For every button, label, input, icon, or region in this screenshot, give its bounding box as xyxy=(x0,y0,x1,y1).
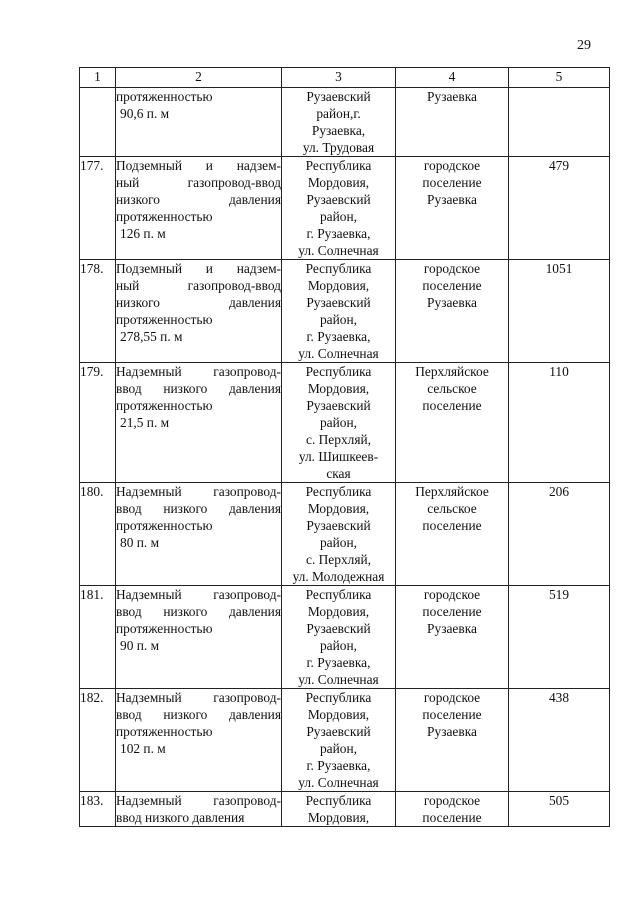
object-address xyxy=(282,792,396,827)
cell-line: городское xyxy=(423,793,481,808)
cell-line: Рузаевка xyxy=(427,89,477,104)
cell-line: Республика xyxy=(305,158,372,173)
cell-line: городское xyxy=(423,587,481,602)
cell-line: Рузаевка xyxy=(427,295,477,310)
table-row xyxy=(80,483,610,586)
table-row xyxy=(80,363,610,483)
cell-line: район, xyxy=(319,415,357,430)
table-header-row xyxy=(80,68,610,88)
cell-line: 90 п. м xyxy=(120,638,160,653)
municipality xyxy=(396,88,509,157)
cell-line: 126 п. м xyxy=(120,226,166,241)
row-number-text: 177. xyxy=(80,158,104,173)
row-number-text: 183. xyxy=(80,793,104,808)
document-table xyxy=(79,67,610,827)
municipality xyxy=(396,260,509,363)
cell-line: 278,55 п. м xyxy=(120,329,183,344)
cell-line: г. Рузаевка, xyxy=(306,329,371,344)
object-name xyxy=(116,363,282,483)
object-name xyxy=(116,689,282,792)
object-address xyxy=(282,363,396,483)
cell-line: поселение xyxy=(422,707,482,722)
value-text: 1051 xyxy=(545,261,573,276)
value-text: 438 xyxy=(548,690,570,705)
row-number-text: 179. xyxy=(80,364,104,379)
row-number xyxy=(80,689,116,792)
table-row xyxy=(80,689,610,792)
cell-line: поселение xyxy=(422,810,482,825)
cell-line: ввод низкого давления xyxy=(116,604,281,619)
row-number-text: 181. xyxy=(80,587,104,602)
cell-line: Рузаевка xyxy=(427,192,477,207)
cell-line: ул. Трудовая xyxy=(302,140,375,155)
cell-line: низкого давления xyxy=(116,192,281,207)
value-cell xyxy=(509,260,610,363)
cell-line: Рузаевский xyxy=(306,724,371,739)
cell-line: ул. Молодежная xyxy=(292,569,385,584)
cell-line: Рузаевский xyxy=(306,398,371,413)
municipality xyxy=(396,157,509,260)
object-address xyxy=(282,88,396,157)
value-cell xyxy=(509,586,610,689)
cell-line: Мордовия, xyxy=(307,604,370,619)
cell-line: Рузаевский xyxy=(306,89,371,104)
cell-line: ввод низкого давления xyxy=(116,810,245,825)
cell-line: ул. Шишкеев- xyxy=(298,449,379,464)
cell-line: ввод низкого давления xyxy=(116,381,281,396)
cell-line: низкого давления xyxy=(116,295,281,310)
cell-line: ул. Солнечная xyxy=(298,243,379,258)
row-number xyxy=(80,792,116,827)
value-cell xyxy=(509,157,610,260)
cell-line: ская xyxy=(326,466,351,481)
cell-line: городское xyxy=(423,261,481,276)
cell-line: Надземный газопровод- xyxy=(116,484,281,499)
cell-line: протяженностью xyxy=(116,209,213,224)
cell-line: Рузаевский xyxy=(306,518,371,533)
cell-line: Мордовия, xyxy=(307,381,370,396)
object-name xyxy=(116,483,282,586)
cell-line: Мордовия, xyxy=(307,810,370,825)
row-number xyxy=(80,363,116,483)
cell-line: протяженностью xyxy=(116,398,213,413)
column-header: 1 xyxy=(80,68,116,88)
cell-line: сельское xyxy=(427,381,477,396)
cell-line: поселение xyxy=(422,175,482,190)
cell-line: Мордовия, xyxy=(307,278,370,293)
object-name xyxy=(116,157,282,260)
object-name xyxy=(116,88,282,157)
value-cell xyxy=(509,88,610,157)
cell-line: Республика xyxy=(305,587,372,602)
value-text: 206 xyxy=(548,484,570,499)
column-header: 3 xyxy=(282,68,396,88)
cell-line: Перхляйское xyxy=(415,364,489,379)
cell-line: сельское xyxy=(427,501,477,516)
cell-line: ный газопровод-ввод xyxy=(116,175,281,190)
object-address xyxy=(282,586,396,689)
cell-line: ул. Солнечная xyxy=(298,346,379,361)
cell-line: Республика xyxy=(305,793,372,808)
row-number xyxy=(80,88,116,157)
municipality xyxy=(396,792,509,827)
cell-line: городское xyxy=(423,690,481,705)
cell-line: Рузаевка, xyxy=(311,123,366,138)
municipality xyxy=(396,363,509,483)
cell-line: ввод низкого давления xyxy=(116,707,281,722)
cell-line: 80 п. м xyxy=(120,535,160,550)
cell-line: ввод низкого давления xyxy=(116,501,281,516)
cell-line: район, xyxy=(319,535,357,550)
value-text: 505 xyxy=(548,793,570,808)
cell-line: с. Перхляй, xyxy=(306,552,371,567)
value-text: 519 xyxy=(548,587,570,602)
value-cell xyxy=(509,792,610,827)
cell-line: поселение xyxy=(422,604,482,619)
municipality xyxy=(396,586,509,689)
value-cell xyxy=(509,689,610,792)
cell-line: г. Рузаевка, xyxy=(306,226,371,241)
cell-line: Рузаевский xyxy=(306,295,371,310)
cell-line: район, xyxy=(319,209,357,224)
cell-line: Подземный и надзем- xyxy=(116,158,281,173)
cell-line: Мордовия, xyxy=(307,175,370,190)
municipality xyxy=(396,483,509,586)
row-number xyxy=(80,483,116,586)
value-text: 479 xyxy=(548,158,570,173)
cell-line: г. Рузаевка, xyxy=(306,655,371,670)
cell-line: Рузаевский xyxy=(306,192,371,207)
cell-line: протяженностью xyxy=(116,621,213,636)
cell-line: поселение xyxy=(422,518,482,533)
object-address xyxy=(282,483,396,586)
row-number xyxy=(80,157,116,260)
cell-line: Надземный газопровод- xyxy=(116,364,281,379)
value-text: 110 xyxy=(549,364,569,379)
cell-line: Подземный и надзем- xyxy=(116,261,281,276)
object-address xyxy=(282,689,396,792)
table-row xyxy=(80,586,610,689)
cell-line: 90,6 п. м xyxy=(120,106,170,121)
cell-line: Республика xyxy=(305,690,372,705)
municipality xyxy=(396,689,509,792)
cell-line: с. Перхляй, xyxy=(306,432,371,447)
cell-line: поселение xyxy=(422,278,482,293)
column-header: 5 xyxy=(509,68,610,88)
cell-line: Рузаевка xyxy=(427,621,477,636)
cell-line: Республика xyxy=(305,484,372,499)
cell-line: Республика xyxy=(305,364,372,379)
cell-line: Надземный газопровод- xyxy=(116,793,281,808)
cell-line: 102 п. м xyxy=(120,741,166,756)
row-number xyxy=(80,260,116,363)
cell-line: Перхляйское xyxy=(415,484,489,499)
cell-line: район,г. xyxy=(316,106,361,121)
table-row xyxy=(80,260,610,363)
cell-line: район, xyxy=(319,741,357,756)
cell-line: протяженностью xyxy=(116,724,213,739)
page-number: 29 xyxy=(577,38,591,53)
cell-line: ный газопровод-ввод xyxy=(116,278,281,293)
cell-line: ул. Солнечная xyxy=(298,775,379,790)
column-header: 2 xyxy=(116,68,282,88)
row-number-text: 178. xyxy=(80,261,104,276)
cell-line: район, xyxy=(319,312,357,327)
value-cell xyxy=(509,363,610,483)
object-name xyxy=(116,260,282,363)
cell-line: городское xyxy=(423,158,481,173)
table-row xyxy=(80,88,610,157)
cell-line: район, xyxy=(319,638,357,653)
object-name xyxy=(116,586,282,689)
object-address xyxy=(282,260,396,363)
table-row xyxy=(80,792,610,827)
cell-line: Рузаевка xyxy=(427,724,477,739)
column-header: 4 xyxy=(396,68,509,88)
row-number-text: 182. xyxy=(80,690,104,705)
cell-line: Мордовия, xyxy=(307,501,370,516)
cell-line: протяженностью xyxy=(116,89,213,104)
cell-line: 21,5 п. м xyxy=(120,415,170,430)
cell-line: протяженностью xyxy=(116,518,213,533)
cell-line: протяженностью xyxy=(116,312,213,327)
object-address xyxy=(282,157,396,260)
row-number xyxy=(80,586,116,689)
cell-line: Надземный газопровод- xyxy=(116,587,281,602)
cell-line: Рузаевский xyxy=(306,621,371,636)
cell-line: поселение xyxy=(422,398,482,413)
cell-line: Надземный газопровод- xyxy=(116,690,281,705)
cell-line: г. Рузаевка, xyxy=(306,758,371,773)
row-number-text: 180. xyxy=(80,484,104,499)
table-row xyxy=(80,157,610,260)
cell-line: Республика xyxy=(305,261,372,276)
cell-line: Мордовия, xyxy=(307,707,370,722)
cell-line: ул. Солнечная xyxy=(298,672,379,687)
value-cell xyxy=(509,483,610,586)
object-name xyxy=(116,792,282,827)
